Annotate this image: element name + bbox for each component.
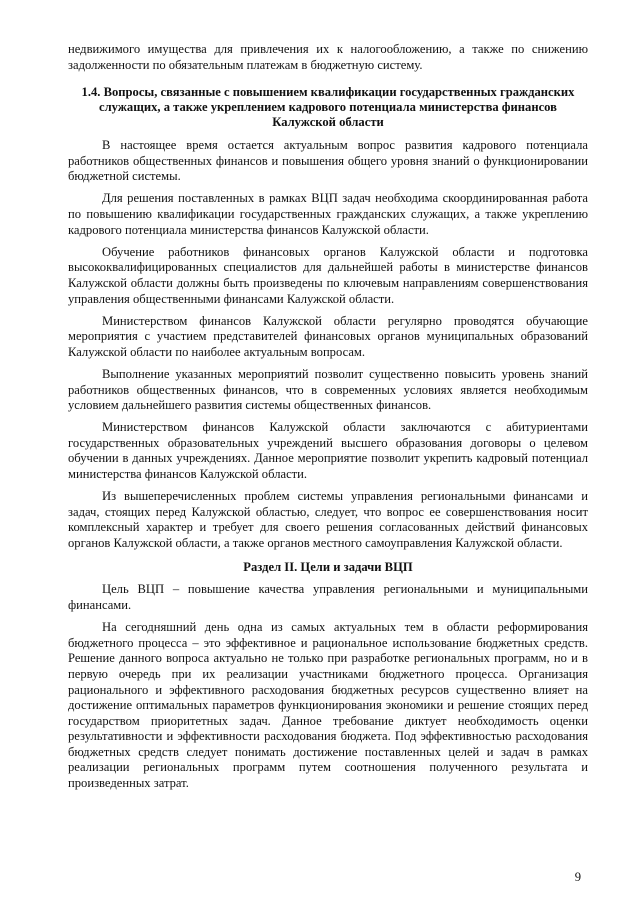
section-heading-2: Раздел II. Цели и задачи ВЦП	[243, 560, 413, 575]
paragraph: В настоящее время остается актуальным вопрос развития кадрового потенциала работников общественных финансов и повышения общего уровня знаний о функционировании бюджетной системы.	[68, 138, 588, 184]
paragraph: Цель ВЦП – повышение качества управления региональными и муниципальными финансами.	[68, 582, 588, 613]
paragraph: На сегодняшний день одна из самых актуальных тем в области реформирования бюджетного процесса – это эффективное и рациональное использование бюджетных средств. Решение данного вопроса актуально не только при разработке региональных программ, но и в первую очередь при их реализации участниками бюджетного процесса. Организация рационального и эффективного расходования бюджетных ресурсов существенно влияет на достижение оптимальных параметров функционирования экономики и решение стоящих перед государством приоритетных задач. Данное требование диктует необходимость оценки результативности и эффективности расходования бюджета. Под эффективностью расходования бюджетных средств следует понимать достижение поставленных целей и задач в рамках реализации региональных программ путем соотношения полученного результата и произведенных затрат.	[68, 620, 588, 791]
section-heading-1-4: 1.4. Вопросы, связанные с повышением квалификации государственных гражданских служащих, а также укреплением кадрового потенциала министерства финансов Калужской области	[81, 85, 575, 130]
paragraph: Из вышеперечисленных проблем системы управления региональными финансами и задач, стоящих перед Калужской областью, следует, что вопрос ее совершенствования носит комплексный характер и требует для своего решения согласованных действий финансовых органов Калужской области, а также органов местного самоуправления Калужской области.	[68, 489, 588, 550]
document-page	[68, 42, 588, 792]
paragraph: Выполнение указанных мероприятий позволит существенно повысить уровень знаний работников общественных финансов, что в современных условиях является необходимым условием дальнейшего развития системы общественных финансов.	[68, 366, 588, 413]
paragraph: Министерством финансов Калужской области заключаются с абитуриентами государственных образовательных учреждений высшего образования договоры о целевом обучении в данных учреждениях. Данное мероприятие позволит укрепить кадровый потенциал министерства финансов Калужской области.	[68, 420, 588, 481]
paragraph: Министерством финансов Калужской области регулярно проводятся обучающие мероприятия с участием представителей финансовых органов муниципальных образований Калужской области по наиболее актуальным вопросам.	[68, 313, 588, 359]
intro-paragraph: недвижимого имущества для привлечения их к налогообложению, а также по снижению задолженности по обязательным платежам в бюджетную систему.	[68, 42, 588, 72]
paragraph: Для решения поставленных в рамках ВЦП задач необходима скоординированная работа по повышению квалификации государственных гражданских служащих, а также укреплению кадрового потенциала министерства финансов Калужской области.	[68, 191, 588, 237]
page-number: 9	[574, 870, 581, 884]
paragraph: Обучение работников финансовых органов Калужской области и подготовка высококвалифицированных специалистов для дальнейшей работы в министерстве финансов Калужской области должны быть произведены по ключевым направлениям совершенствования управления общественными финансами Калужской области.	[68, 244, 588, 306]
